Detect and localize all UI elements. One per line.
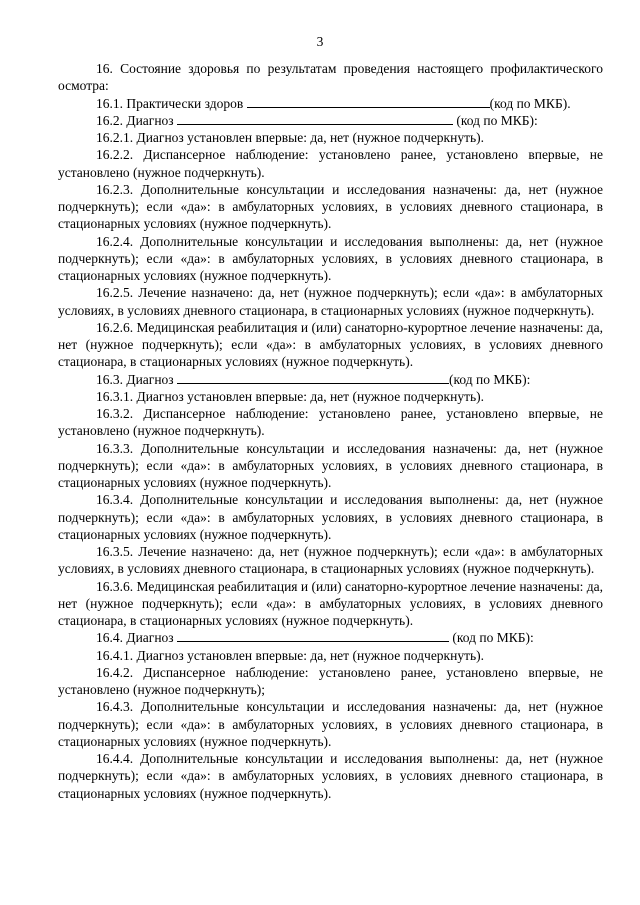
- paragraph-16-3: [58, 371, 603, 388]
- blank-field-16-1: [247, 95, 490, 108]
- paragraph-16-2-3: 16.2.3. Дополнительные консультации и исследования назначены: да, нет (нужное подчеркнуть); если «да»: в амбулаторных условиях, в условиях дневного стационара, в стационарных условиях (нужное подчеркнуть).: [58, 181, 603, 232]
- paragraph-16-4-text: 16.4. Диагноз: [96, 630, 174, 646]
- paragraph-16-3-3: 16.3.3. Дополнительные консультации и исследования назначены: да, нет (нужное подчеркнуть); если «да»: в амбулаторных условиях, в условиях дневного стационара, в стационарных условиях (нужное подчеркнуть).: [58, 440, 603, 490]
- paragraph-16-3-1: 16.3.1. Диагноз установлен впервые: да, нет (нужное подчеркнуть).: [96, 388, 485, 404]
- paragraph-16-2-6: 16.2.6. Медицинская реабилитация и (или) санаторно-курортное лечение назначены: да, нет (нужное подчеркнуть); если «да»: в амбулаторных условиях, в условиях дневного стационара, в стационарных условиях (нужное подчеркнуть).: [58, 319, 603, 370]
- paragraph-16-3-5: 16.3.5. Лечение назначено: да, нет (нужное подчеркнуть); если «да»: в амбулаторных условиях, в условиях дневного стационара, в стационарных условиях (нужное подчеркнуть).: [58, 544, 603, 577]
- paragraph-16-1: [58, 95, 603, 112]
- page-number: 3: [316, 34, 324, 49]
- paragraph-16-2-4: 16.2.4. Дополнительные консультации и исследования выполнены: да, нет (нужное подчеркнуть); если «да»: в амбулаторных условиях, в условиях дневного стационара, в стационарных условиях (нужное подчеркнуть).: [58, 233, 603, 283]
- paragraph-16-2-code: (код по МКБ):: [456, 112, 538, 128]
- paragraph-16-4-2: 16.4.2. Диспансерное наблюдение: установлено ранее, установлено впервые, не установлено (нужное подчеркнуть);: [58, 664, 603, 697]
- paragraph-16-4-4: 16.4.4. Дополнительные консультации и исследования выполнены: да, нет (нужное подчеркнуть); если «да»: в амбулаторных условиях, в условиях дневного стационара, в стационарных условиях (нужное подчеркнуть).: [58, 751, 603, 801]
- paragraph-16-2-1: 16.2.1. Диагноз установлен впервые: да, нет (нужное подчеркнуть).: [96, 130, 485, 145]
- paragraph-16-2-5: 16.2.5. Лечение назначено: да, нет (нужное подчеркнуть); если «да»: в амбулаторных условиях, в условиях дневного стационара, в стационарных условиях (нужное подчеркнуть).: [58, 285, 603, 318]
- paragraph-16-2-2: 16.2.2. Диспансерное наблюдение: установлено ранее, установлено впервые, не установлено (нужное подчеркнуть).: [58, 147, 603, 180]
- paragraph-16-3-6: 16.3.6. Медицинская реабилитация и (или) санаторно-курортное лечение назначены: да, нет (нужное подчеркнуть); если «да»: в амбулаторных условиях, в условиях дневного стационара, в стационарных условиях (нужное подчеркнуть).: [58, 578, 603, 628]
- paragraph-16-4: [58, 629, 603, 646]
- paragraph-16-3-code: (код по МКБ):: [449, 371, 531, 387]
- blank-field-16-2: [177, 112, 453, 125]
- paragraph-16: 16. Состояние здоровья по результатам проведения настоящего профилактического осмотра:: [58, 61, 603, 94]
- paragraph-16-3-4: 16.3.4. Дополнительные консультации и исследования выполнены: да, нет (нужное подчеркнуть); если «да»: в амбулаторных условиях, в условиях дневного стационара, в стационарных условиях (нужное подчеркнуть).: [58, 492, 603, 542]
- paragraph-16-3-text: 16.3. Диагноз: [96, 371, 174, 387]
- paragraph-16-2-text: 16.2. Диагноз: [96, 112, 174, 128]
- paragraph-16-4-code: (код по МКБ):: [452, 630, 534, 646]
- paragraph-16-1-code: (код по МКБ).: [489, 95, 571, 111]
- paragraph-16-2: [58, 112, 603, 129]
- paragraph-16-4-3: 16.4.3. Дополнительные консультации и исследования назначены: да, нет (нужное подчеркнуть); если «да»: в амбулаторных условиях, в условиях дневного стационара, в стационарных условиях (нужное подчеркнуть).: [58, 699, 603, 749]
- paragraph-16-3-2: 16.3.2. Диспансерное наблюдение: установлено ранее, установлено впервые, не установлено (нужное подчеркнуть).: [58, 406, 603, 439]
- blank-field-16-3: [177, 371, 449, 384]
- document-body: [58, 60, 603, 802]
- blank-field-16-4: [177, 629, 449, 642]
- paragraph-16-1-text: 16.1. Практически здоров: [96, 95, 244, 111]
- paragraph-16-4-1: 16.4.1. Диагноз установлен впервые: да, нет (нужное подчеркнуть).: [96, 647, 485, 663]
